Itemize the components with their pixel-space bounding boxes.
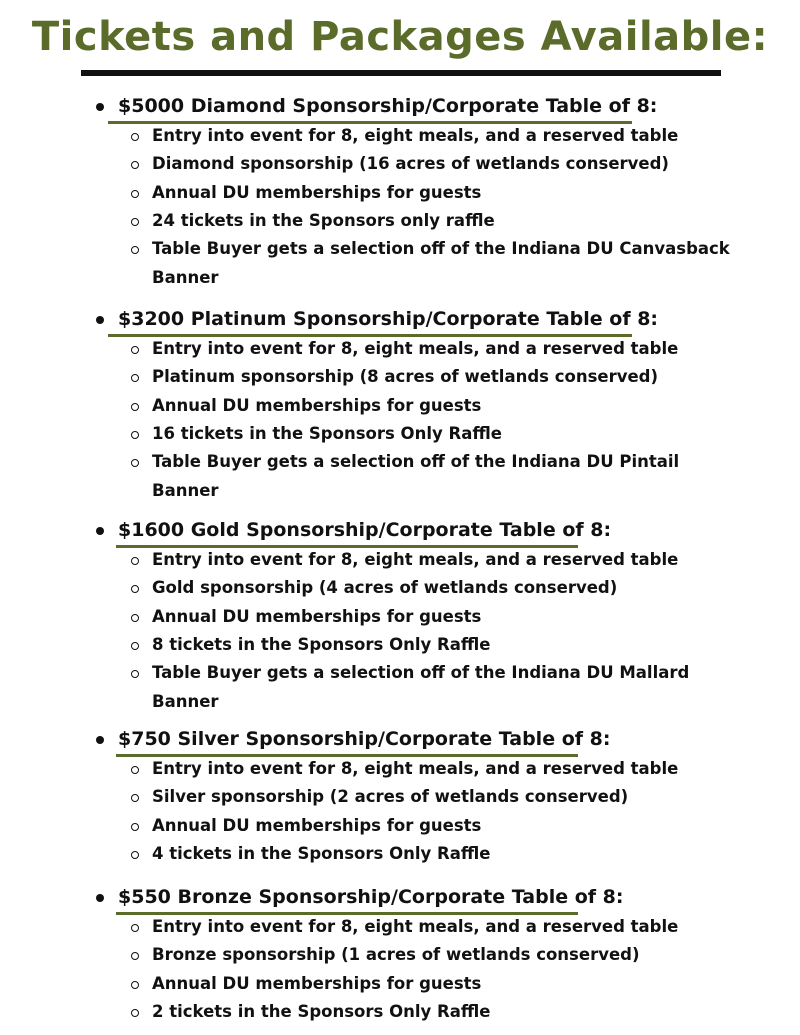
sub-bullet-icon [131,823,139,831]
sub-bullet-icon [131,981,139,989]
sub-bullet-icon [131,670,139,678]
package-item: Annual DU memberships for guests [152,395,482,415]
package-item: 24 tickets in the Sponsors only raffle [152,210,495,230]
bullet-icon [96,316,104,324]
package-item: Table Buyer gets a selection off of the Indiana DU Mallard [152,663,690,683]
sub-bullet-icon [131,161,139,169]
package-heading: $750 Silver Sponsorship/Corporate Table of 8: [118,728,611,750]
package-item: Entry into event for 8, eight meals, and a reserved table [152,917,679,936]
package-item: Entry into event for 8, eight meals, and a reserved table [152,339,679,358]
package-item: 2 tickets in the Sponsors Only Raffle [152,1001,491,1021]
sub-bullet-icon [131,952,139,960]
package-heading: $1600 Gold Sponsorship/Corporate Table of 8: [118,519,612,541]
package-item: 16 tickets in the Sponsors Only Raffle [152,423,502,443]
sub-bullet-icon [131,374,139,382]
package-heading: $3200 Platinum Sponsorship/Corporate Table of 8: [118,308,659,330]
sub-bullet-icon [131,1009,139,1017]
sub-bullet-icon [131,642,139,650]
sub-bullet-icon [131,924,139,932]
package-item: Bronze sponsorship (1 acres of wetlands conserved) [152,945,640,965]
sub-bullet-icon [131,218,139,226]
package-item: Annual DU memberships for guests [152,815,482,835]
package-item: Entry into event for 8, eight meals, and a reserved table [152,550,679,569]
bullet-icon [96,527,104,535]
package-item: Table Buyer gets a selection off of the Indiana DU Canvasback [152,239,730,259]
sub-bullet-icon [131,133,139,141]
sub-bullet-icon [131,614,139,622]
package-item: Annual DU memberships for guests [152,973,482,993]
package-item: Annual DU memberships for guests [152,606,482,626]
package-item: Annual DU memberships for guests [152,182,482,202]
package-item: Platinum sponsorship (8 acres of wetlands conserved) [152,367,659,387]
bullet-icon [96,736,104,744]
sub-bullet-icon [131,346,139,354]
package-item: Entry into event for 8, eight meals, and a reserved table [152,759,679,778]
sub-bullet-icon [131,190,139,198]
page-title: Tickets and Packages Available: [31,14,769,60]
sub-bullet-icon [131,246,139,254]
package-item: Diamond sponsorship (16 acres of wetlands conserved) [152,154,669,174]
package-item: Banner [152,267,219,287]
package-item: Banner [152,480,219,500]
title-underline [81,70,721,76]
package-item: Silver sponsorship (2 acres of wetlands conserved) [152,787,629,807]
package-item: 4 tickets in the Sponsors Only Raffle [152,843,491,863]
sub-bullet-icon [131,431,139,439]
sub-bullet-icon [131,794,139,802]
sub-bullet-icon [131,403,139,411]
package-item: Gold sponsorship (4 acres of wetlands conserved) [152,578,618,598]
bullet-icon [96,103,104,111]
bullet-icon [96,894,104,902]
package-item: Table Buyer gets a selection off of the Indiana DU Pintail [152,452,680,472]
package-item: 8 tickets in the Sponsors Only Raffle [152,634,491,654]
sub-bullet-icon [131,557,139,565]
package-item: Banner [152,691,219,711]
sub-bullet-icon [131,585,139,593]
sub-bullet-icon [131,459,139,467]
package-item: Entry into event for 8, eight meals, and a reserved table [152,126,679,145]
package-heading: $550 Bronze Sponsorship/Corporate Table of 8: [118,886,624,908]
sub-bullet-icon [131,766,139,774]
sub-bullet-icon [131,851,139,859]
package-heading: $5000 Diamond Sponsorship/Corporate Table of 8: [118,95,658,117]
